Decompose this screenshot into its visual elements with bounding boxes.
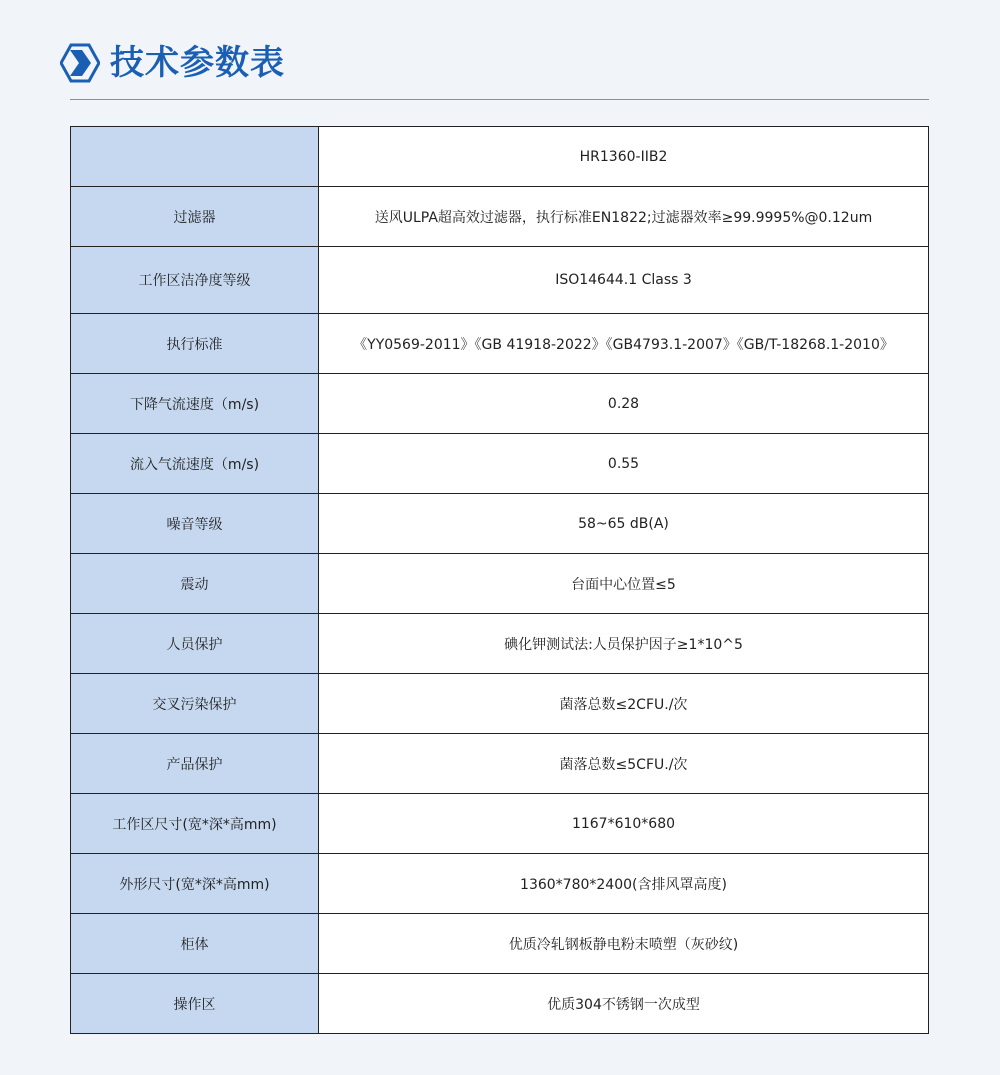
row-label: 交叉污染保护 — [71, 674, 319, 734]
row-value: 菌落总数≤5CFU./次 — [319, 734, 929, 794]
table-row — [71, 434, 929, 494]
header — [60, 38, 285, 88]
row-value: 1360*780*2400(含排风罩高度) — [319, 854, 929, 914]
row-value: ISO14644.1 Class 3 — [319, 247, 929, 314]
row-value: 《YY0569-2011》《GB 41918-2022》《GB4793.1-2007》《GB/T-18268.1-2010》 — [319, 314, 929, 374]
table-row — [71, 127, 929, 187]
row-value: 0.28 — [319, 374, 929, 434]
row-value: 0.55 — [319, 434, 929, 494]
row-label: 产品保护 — [71, 734, 319, 794]
table-row — [71, 374, 929, 434]
row-label: 工作区尺寸(宽*深*高mm) — [71, 794, 319, 854]
row-label: 执行标准 — [71, 314, 319, 374]
table-row — [71, 914, 929, 974]
row-label: 工作区洁净度等级 — [71, 247, 319, 314]
row-label: 流入气流速度（m/s) — [71, 434, 319, 494]
row-value: 台面中心位置≤5 — [319, 554, 929, 614]
row-value: 优质冷轧钢板静电粉末喷塑（灰砂纹) — [319, 914, 929, 974]
chevron-right-icon — [60, 43, 100, 83]
row-value: 58~65 dB(A) — [319, 494, 929, 554]
table-row — [71, 494, 929, 554]
page-title: 技术参数表 — [110, 43, 285, 83]
title-divider — [70, 99, 929, 100]
row-label: 操作区 — [71, 974, 319, 1034]
table-row — [71, 314, 929, 374]
row-value: 碘化钾测试法:人员保护因子≥1*10^5 — [319, 614, 929, 674]
row-label: 震动 — [71, 554, 319, 614]
table-row — [71, 674, 929, 734]
row-label: 外形尺寸(宽*深*高mm) — [71, 854, 319, 914]
table-row — [71, 974, 929, 1034]
table-row — [71, 187, 929, 247]
spec-table — [70, 126, 929, 1034]
table-row — [71, 614, 929, 674]
table-row — [71, 854, 929, 914]
row-value: 送风ULPA超高效过滤器，执行标准EN1822;过滤器效率≥99.9995%@0.12um — [319, 187, 929, 247]
row-value: 菌落总数≤2CFU./次 — [319, 674, 929, 734]
row-label: 柜体 — [71, 914, 319, 974]
table-row — [71, 554, 929, 614]
row-label: 噪音等级 — [71, 494, 319, 554]
row-label: 过滤器 — [71, 187, 319, 247]
row-label: 人员保护 — [71, 614, 319, 674]
row-label — [71, 127, 319, 187]
table-row — [71, 794, 929, 854]
table-row — [71, 247, 929, 314]
row-value: HR1360-IIB2 — [319, 127, 929, 187]
table-row — [71, 734, 929, 794]
row-value: 1167*610*680 — [319, 794, 929, 854]
row-label: 下降气流速度（m/s) — [71, 374, 319, 434]
row-value: 优质304不锈钢一次成型 — [319, 974, 929, 1034]
